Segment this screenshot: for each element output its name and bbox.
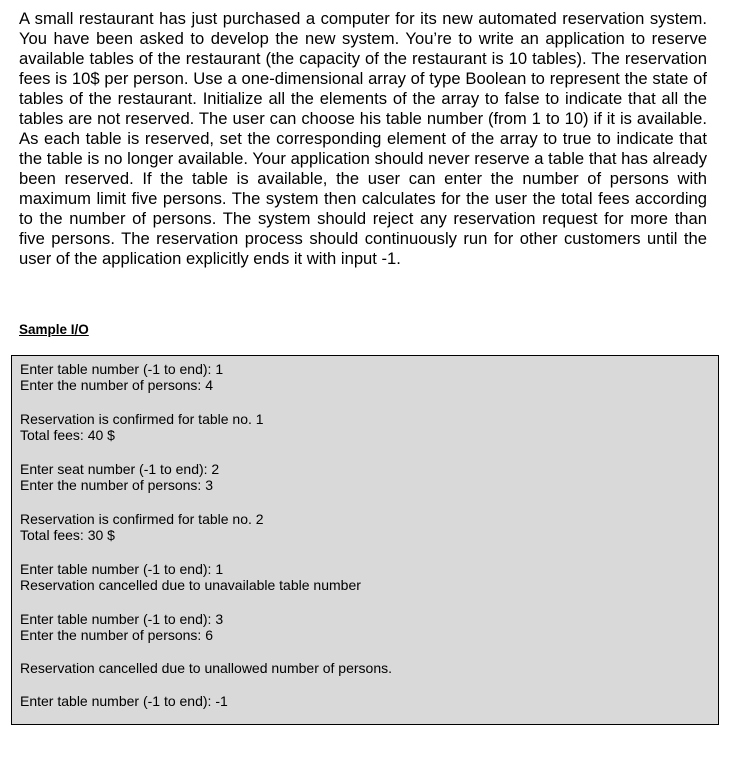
io-line: Enter table number (-1 to end): -1 [20,693,228,709]
io-line: Reservation cancelled due to unavailable table number [20,577,361,593]
io-line: Enter the number of persons: 3 [20,477,213,493]
problem-statement: A small restaurant has just purchased a computer for its new automated reservation system. You have been asked to develop the new system. You’re to write an application to reserve available tables of the restaurant (the capacity of the restaurant is 10 tables). The reservation fees is 10$ per person. Use a one-dimensional array of type Boolean to represent the state of tables of the restaurant. Initialize all the elements of the array to false to indicate that all the tables are not reserved. The user can choose his table number (from 1 to 10) if it is available. As each table is reserved, set the corresponding element of the array to true to indicate that the table is no longer available. Your application should never reserve a table that has already been reserved. If the table is available, the user can enter the number of persons with maximum limit five persons. The system then calculates for the user the total fees according to the number of persons. The system should reject any reservation request for more than five persons. The reservation process should continuously run for other customers until the user of the application explicitly ends it with input -1. [19,9,707,268]
sample-io-heading: Sample I/O [19,322,89,337]
io-line: Total fees: 30 $ [20,527,115,543]
io-line: Enter the number of persons: 4 [20,377,213,393]
io-line: Reservation is confirmed for table no. 2 [20,511,264,527]
io-line: Enter table number (-1 to end): 3 [20,611,224,627]
sample-io-box [11,355,719,725]
io-line: Reservation cancelled due to unallowed number of persons. [20,660,393,676]
io-line: Enter the number of persons: 6 [20,627,213,643]
io-line: Enter table number (-1 to end): 1 [20,361,224,377]
io-line: Enter seat number (-1 to end): 2 [20,461,220,477]
io-line: Total fees: 40 $ [20,427,115,443]
io-line: Enter table number (-1 to end): 1 [20,561,224,577]
io-line: Reservation is confirmed for table no. 1 [20,411,264,427]
